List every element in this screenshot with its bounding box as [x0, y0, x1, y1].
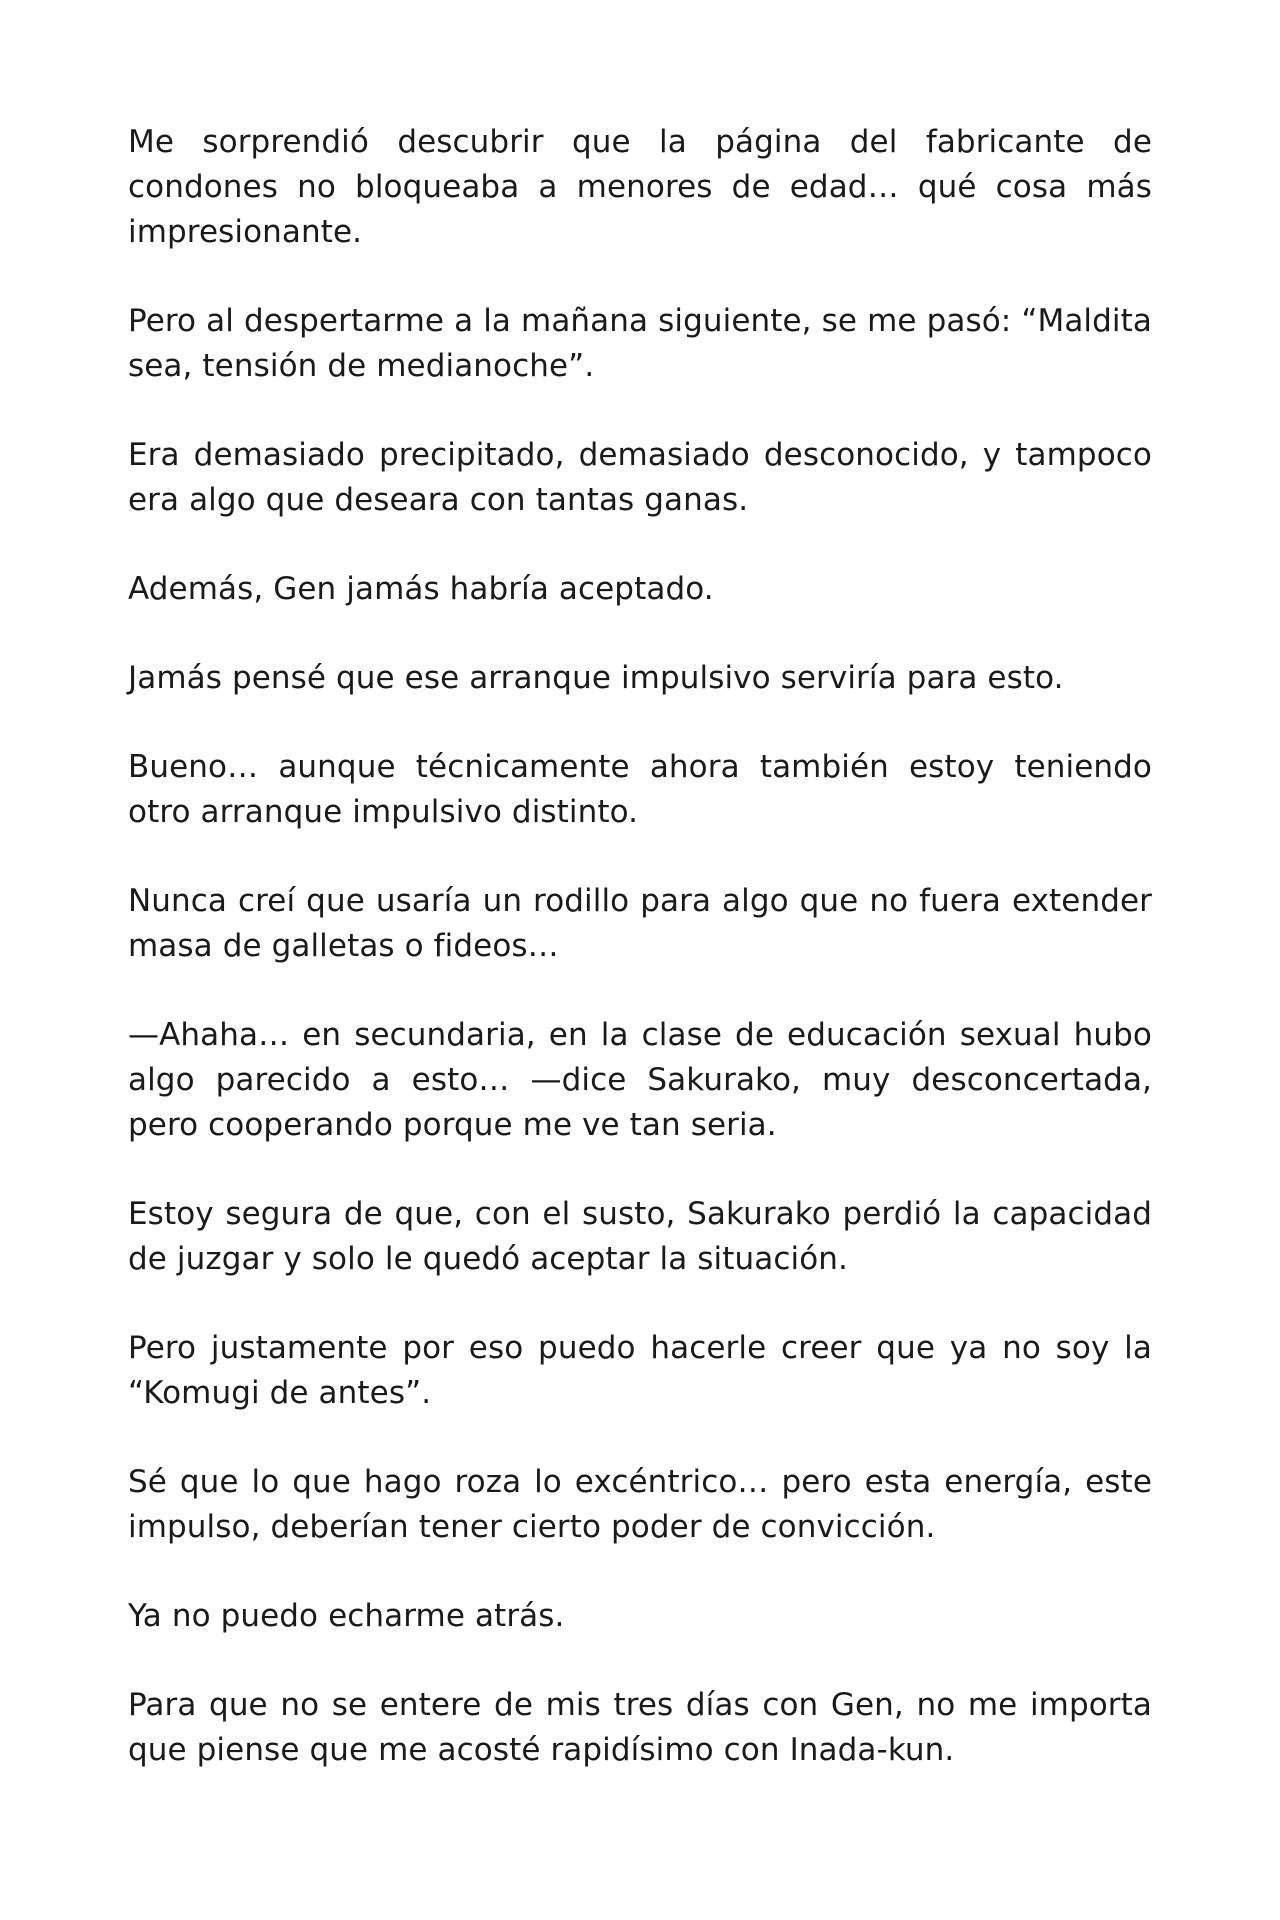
- paragraph-2: Pero al despertarme a la mañana siguiente, se me pasó: “Maldita sea, tensión de medianoche”.: [128, 303, 1152, 384]
- paragraph-4: Además, Gen jamás habría aceptado.: [128, 571, 714, 607]
- paragraph-10: Pero justamente por eso puedo hacerle creer que ya no soy la “Komugi de antes”.: [128, 1330, 1152, 1411]
- paragraph-6: Bueno… aunque técnicamente ahora también estoy teniendo otro arranque impulsivo distinto.: [128, 749, 1152, 830]
- paragraph-5: Jamás pensé que ese arranque impulsivo serviría para esto.: [128, 660, 1064, 696]
- paragraph-12: Ya no puedo echarme atrás.: [128, 1598, 565, 1634]
- paragraph-11: Sé que lo que hago roza lo excéntrico… pero esta energía, este impulso, deberían tener cierto poder de convicción.: [128, 1464, 1152, 1545]
- paragraph-1: Me sorprendió descubrir que la página del fabricante de condones no bloqueaba a menores de edad… qué cosa más impresionante.: [128, 124, 1152, 250]
- paragraph-3: Era demasiado precipitado, demasiado desconocido, y tampoco era algo que deseara con tantas ganas.: [128, 437, 1152, 518]
- paragraph-13: Para que no se entere de mis tres días con Gen, no me importa que piense que me acosté rapidísimo con Inada-kun.: [128, 1687, 1152, 1768]
- paragraph-8: —Ahaha… en secundaria, en la clase de educación sexual hubo algo parecido a esto… —dice Sakurako, muy desconcertada, pero cooperando porque me ve tan seria.: [128, 1017, 1152, 1143]
- paragraph-7: Nunca creí que usaría un rodillo para algo que no fuera extender masa de galletas o fideos…: [128, 883, 1152, 964]
- paragraph-9: Estoy segura de que, con el susto, Sakurako perdió la capacidad de juzgar y solo le quedó aceptar la situación.: [128, 1196, 1152, 1277]
- document-page: [128, 120, 1152, 1817]
